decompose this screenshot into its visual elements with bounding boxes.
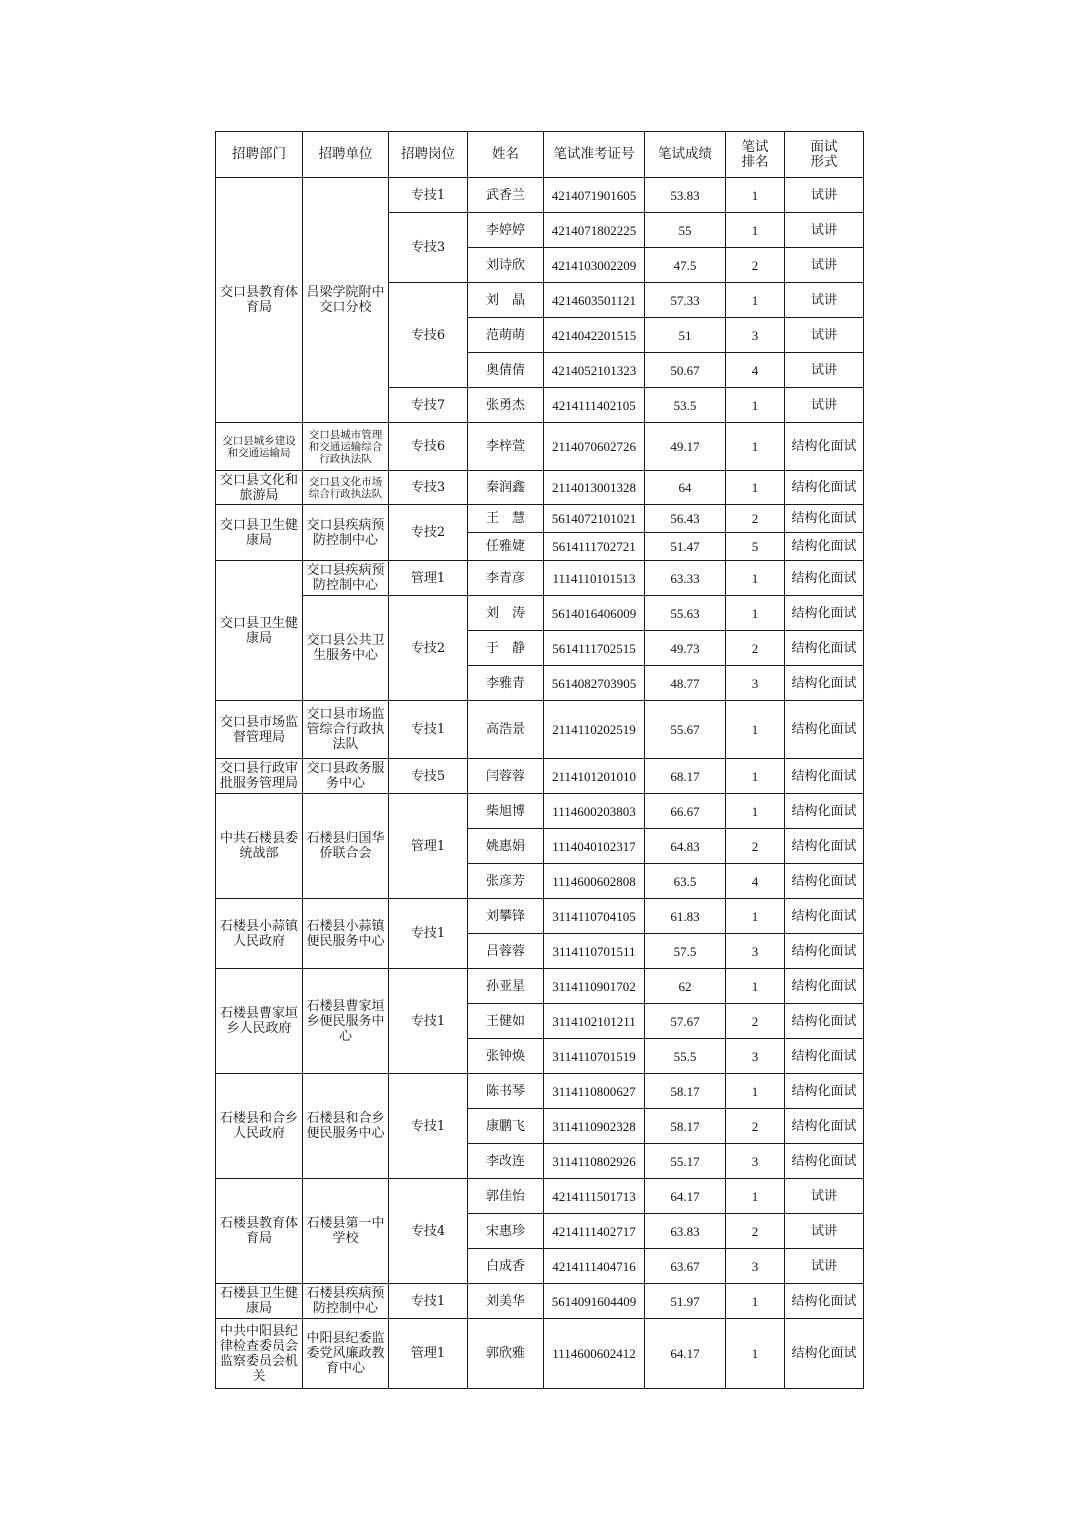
header-exam-no: 笔试准考证号 bbox=[544, 132, 645, 178]
table-row bbox=[216, 969, 864, 1004]
exam-no-cell: 4214111404716 bbox=[544, 1249, 645, 1284]
dept-cell: 交口县教育体 育局 bbox=[216, 178, 303, 423]
results-body bbox=[216, 178, 864, 1389]
rank-cell: 2 bbox=[726, 248, 785, 283]
exam-no-cell: 4214603501121 bbox=[544, 283, 645, 318]
score-cell: 62 bbox=[645, 969, 726, 1004]
unit-cell: 交口县文化市场 综合行政执法队 bbox=[303, 471, 389, 505]
post-cell: 专技1 bbox=[389, 969, 468, 1074]
rank-cell: 1 bbox=[726, 759, 785, 794]
rank-cell: 2 bbox=[726, 505, 785, 533]
score-cell: 58.17 bbox=[645, 1074, 726, 1109]
table-row bbox=[216, 561, 864, 596]
exam-no-cell: 3114110902328 bbox=[544, 1109, 645, 1144]
form-cell: 结构化面试 bbox=[785, 864, 864, 899]
exam-no-cell: 4214111402105 bbox=[544, 388, 645, 423]
name-cell: 奥倩倩 bbox=[468, 353, 544, 388]
unit-cell: 交口县疾病预 防控制中心 bbox=[303, 505, 389, 561]
name-cell: 孙亚星 bbox=[468, 969, 544, 1004]
name-cell: 范萌萌 bbox=[468, 318, 544, 353]
form-cell: 结构化面试 bbox=[785, 423, 864, 471]
rank-cell: 1 bbox=[726, 423, 785, 471]
header-rank: 笔试 排名 bbox=[726, 132, 785, 178]
exam-no-cell: 5614111702515 bbox=[544, 631, 645, 666]
form-cell: 试讲 bbox=[785, 1249, 864, 1284]
score-cell: 63.5 bbox=[645, 864, 726, 899]
name-cell: 王 慧 bbox=[468, 505, 544, 533]
post-cell: 专技1 bbox=[389, 899, 468, 969]
dept-cell: 交口县卫生健 康局 bbox=[216, 561, 303, 701]
unit-cell: 石楼县曹家垣 乡便民服务中 心 bbox=[303, 969, 389, 1074]
score-cell: 63.33 bbox=[645, 561, 726, 596]
form-cell: 结构化面试 bbox=[785, 701, 864, 759]
table-row bbox=[216, 701, 864, 759]
dept-cell: 石楼县卫生健 康局 bbox=[216, 1284, 303, 1319]
score-cell: 51 bbox=[645, 318, 726, 353]
name-cell: 陈书琴 bbox=[468, 1074, 544, 1109]
exam-no-cell: 3114110704105 bbox=[544, 899, 645, 934]
form-cell: 结构化面试 bbox=[785, 934, 864, 969]
exam-no-cell: 3114110901702 bbox=[544, 969, 645, 1004]
post-cell: 专技4 bbox=[389, 1179, 468, 1284]
form-cell: 结构化面试 bbox=[785, 1039, 864, 1074]
dept-cell: 石楼县曹家垣 乡人民政府 bbox=[216, 969, 303, 1074]
score-cell: 55.5 bbox=[645, 1039, 726, 1074]
dept-cell: 交口县文化和 旅游局 bbox=[216, 471, 303, 505]
unit-cell: 石楼县第一中 学校 bbox=[303, 1179, 389, 1284]
form-cell: 试讲 bbox=[785, 283, 864, 318]
score-cell: 68.17 bbox=[645, 759, 726, 794]
exam-no-cell: 4214042201515 bbox=[544, 318, 645, 353]
exam-no-cell: 1114600602808 bbox=[544, 864, 645, 899]
score-cell: 64.17 bbox=[645, 1179, 726, 1214]
exam-no-cell: 2114013001328 bbox=[544, 471, 645, 505]
dept-cell: 交口县市场监 督管理局 bbox=[216, 701, 303, 759]
form-cell: 结构化面试 bbox=[785, 561, 864, 596]
exam-no-cell: 3114110701511 bbox=[544, 934, 645, 969]
header-name: 姓名 bbox=[468, 132, 544, 178]
name-cell: 刘 涛 bbox=[468, 596, 544, 631]
score-cell: 63.83 bbox=[645, 1214, 726, 1249]
table-row bbox=[216, 1179, 864, 1214]
name-cell: 李雅青 bbox=[468, 666, 544, 701]
rank-cell: 2 bbox=[726, 1004, 785, 1039]
form-cell: 结构化面试 bbox=[785, 899, 864, 934]
unit-cell: 石楼县小蒜镇 便民服务中心 bbox=[303, 899, 389, 969]
dept-cell: 交口县城乡建设 和交通运输局 bbox=[216, 423, 303, 471]
table-row bbox=[216, 178, 864, 213]
exam-no-cell: 5614016406009 bbox=[544, 596, 645, 631]
score-cell: 56.43 bbox=[645, 505, 726, 533]
table-row bbox=[216, 899, 864, 934]
unit-cell: 交口县公共卫 生服务中心 bbox=[303, 596, 389, 701]
name-cell: 张钟焕 bbox=[468, 1039, 544, 1074]
score-cell: 61.83 bbox=[645, 899, 726, 934]
rank-cell: 1 bbox=[726, 471, 785, 505]
exam-no-cell: 2114101201010 bbox=[544, 759, 645, 794]
post-cell: 管理1 bbox=[389, 1319, 468, 1389]
exam-no-cell: 3114110802926 bbox=[544, 1144, 645, 1179]
exam-no-cell: 5614091604409 bbox=[544, 1284, 645, 1319]
table-row bbox=[216, 759, 864, 794]
dept-cell: 石楼县小蒜镇 人民政府 bbox=[216, 899, 303, 969]
form-cell: 结构化面试 bbox=[785, 505, 864, 533]
post-cell: 管理1 bbox=[389, 794, 468, 899]
exam-no-cell: 1114600602412 bbox=[544, 1319, 645, 1389]
header-dept: 招聘部门 bbox=[216, 132, 303, 178]
name-cell: 柴旭博 bbox=[468, 794, 544, 829]
name-cell: 王健如 bbox=[468, 1004, 544, 1039]
name-cell: 张勇杰 bbox=[468, 388, 544, 423]
header-unit: 招聘单位 bbox=[303, 132, 389, 178]
form-cell: 结构化面试 bbox=[785, 471, 864, 505]
post-cell: 专技5 bbox=[389, 759, 468, 794]
score-cell: 55.63 bbox=[645, 596, 726, 631]
name-cell: 吕蓉蓉 bbox=[468, 934, 544, 969]
unit-cell: 石楼县和合乡 便民服务中心 bbox=[303, 1074, 389, 1179]
post-cell: 专技2 bbox=[389, 505, 468, 561]
form-cell: 结构化面试 bbox=[785, 1284, 864, 1319]
table-row bbox=[216, 1319, 864, 1389]
unit-cell: 交口县城市管理 和交通运输综合 行政执法队 bbox=[303, 423, 389, 471]
exam-no-cell: 3114110800627 bbox=[544, 1074, 645, 1109]
name-cell: 高浩景 bbox=[468, 701, 544, 759]
post-cell: 专技6 bbox=[389, 423, 468, 471]
table-row bbox=[216, 596, 864, 631]
form-cell: 结构化面试 bbox=[785, 1109, 864, 1144]
unit-cell: 交口县政务服 务中心 bbox=[303, 759, 389, 794]
form-cell: 结构化面试 bbox=[785, 631, 864, 666]
score-cell: 66.67 bbox=[645, 794, 726, 829]
name-cell: 李婷婷 bbox=[468, 213, 544, 248]
rank-cell: 1 bbox=[726, 1284, 785, 1319]
rank-cell: 3 bbox=[726, 318, 785, 353]
form-cell: 试讲 bbox=[785, 178, 864, 213]
table-row bbox=[216, 505, 864, 533]
name-cell: 姚惠娟 bbox=[468, 829, 544, 864]
form-cell: 结构化面试 bbox=[785, 969, 864, 1004]
rank-cell: 2 bbox=[726, 1214, 785, 1249]
dept-cell: 中共中阳县纪 律检查委员会 监察委员会机 关 bbox=[216, 1319, 303, 1389]
form-cell: 结构化面试 bbox=[785, 1074, 864, 1109]
post-cell: 专技1 bbox=[389, 1284, 468, 1319]
rank-cell: 1 bbox=[726, 1319, 785, 1389]
name-cell: 康鹏飞 bbox=[468, 1109, 544, 1144]
exam-no-cell: 4214111402717 bbox=[544, 1214, 645, 1249]
post-cell: 专技1 bbox=[389, 701, 468, 759]
header-form: 面试 形式 bbox=[785, 132, 864, 178]
score-cell: 50.67 bbox=[645, 353, 726, 388]
score-cell: 64.17 bbox=[645, 1319, 726, 1389]
form-cell: 试讲 bbox=[785, 1179, 864, 1214]
unit-cell: 中阳县纪委监 委党风廉政教 育中心 bbox=[303, 1319, 389, 1389]
dept-cell: 交口县行政审 批服务管理局 bbox=[216, 759, 303, 794]
header-post: 招聘岗位 bbox=[389, 132, 468, 178]
name-cell: 秦润鑫 bbox=[468, 471, 544, 505]
form-cell: 结构化面试 bbox=[785, 1319, 864, 1389]
rank-cell: 4 bbox=[726, 353, 785, 388]
exam-no-cell: 1114040102317 bbox=[544, 829, 645, 864]
form-cell: 试讲 bbox=[785, 213, 864, 248]
name-cell: 李改连 bbox=[468, 1144, 544, 1179]
form-cell: 结构化面试 bbox=[785, 829, 864, 864]
form-cell: 结构化面试 bbox=[785, 533, 864, 561]
name-cell: 白成香 bbox=[468, 1249, 544, 1284]
name-cell: 于 静 bbox=[468, 631, 544, 666]
post-cell: 专技6 bbox=[389, 283, 468, 388]
rank-cell: 1 bbox=[726, 283, 785, 318]
post-cell: 专技2 bbox=[389, 596, 468, 701]
score-cell: 53.5 bbox=[645, 388, 726, 423]
dept-cell: 交口县卫生健 康局 bbox=[216, 505, 303, 561]
exam-no-cell: 1114110101513 bbox=[544, 561, 645, 596]
exam-no-cell: 4214071901605 bbox=[544, 178, 645, 213]
table-row bbox=[216, 471, 864, 505]
form-cell: 结构化面试 bbox=[785, 1004, 864, 1039]
rank-cell: 1 bbox=[726, 701, 785, 759]
name-cell: 李青彦 bbox=[468, 561, 544, 596]
exam-no-cell: 5614072101021 bbox=[544, 505, 645, 533]
name-cell: 张彦芳 bbox=[468, 864, 544, 899]
name-cell: 闫蓉蓉 bbox=[468, 759, 544, 794]
table-row bbox=[216, 794, 864, 829]
score-cell: 57.67 bbox=[645, 1004, 726, 1039]
unit-cell: 石楼县疾病预 防控制中心 bbox=[303, 1284, 389, 1319]
rank-cell: 1 bbox=[726, 178, 785, 213]
rank-cell: 1 bbox=[726, 213, 785, 248]
score-cell: 47.5 bbox=[645, 248, 726, 283]
post-cell: 专技1 bbox=[389, 1074, 468, 1179]
exam-no-cell: 4214071802225 bbox=[544, 213, 645, 248]
exam-no-cell: 4214103002209 bbox=[544, 248, 645, 283]
rank-cell: 5 bbox=[726, 533, 785, 561]
rank-cell: 1 bbox=[726, 899, 785, 934]
rank-cell: 1 bbox=[726, 1074, 785, 1109]
rank-cell: 1 bbox=[726, 969, 785, 1004]
rank-cell: 1 bbox=[726, 388, 785, 423]
score-cell: 49.73 bbox=[645, 631, 726, 666]
name-cell: 刘诗欣 bbox=[468, 248, 544, 283]
exam-no-cell: 1114600203803 bbox=[544, 794, 645, 829]
form-cell: 结构化面试 bbox=[785, 666, 864, 701]
form-cell: 结构化面试 bbox=[785, 759, 864, 794]
dept-cell: 中共石楼县委 统战部 bbox=[216, 794, 303, 899]
score-cell: 55.67 bbox=[645, 701, 726, 759]
rank-cell: 3 bbox=[726, 1249, 785, 1284]
name-cell: 刘 晶 bbox=[468, 283, 544, 318]
score-cell: 51.97 bbox=[645, 1284, 726, 1319]
post-cell: 专技1 bbox=[389, 178, 468, 213]
table-row bbox=[216, 1074, 864, 1109]
header-row bbox=[216, 132, 864, 178]
post-cell: 专技7 bbox=[389, 388, 468, 423]
form-cell: 试讲 bbox=[785, 318, 864, 353]
score-cell: 58.17 bbox=[645, 1109, 726, 1144]
results-table bbox=[215, 131, 864, 1389]
rank-cell: 3 bbox=[726, 666, 785, 701]
table-row bbox=[216, 423, 864, 471]
exam-no-cell: 3114110701519 bbox=[544, 1039, 645, 1074]
rank-cell: 4 bbox=[726, 864, 785, 899]
exam-no-cell: 2114110202519 bbox=[544, 701, 645, 759]
rank-cell: 3 bbox=[726, 1039, 785, 1074]
unit-cell: 石楼县归国华 侨联合会 bbox=[303, 794, 389, 899]
score-cell: 53.83 bbox=[645, 178, 726, 213]
form-cell: 结构化面试 bbox=[785, 1144, 864, 1179]
unit-cell: 交口县市场监 管综合行政执 法队 bbox=[303, 701, 389, 759]
exam-no-cell: 4214111501713 bbox=[544, 1179, 645, 1214]
name-cell: 任雅婕 bbox=[468, 533, 544, 561]
rank-cell: 2 bbox=[726, 631, 785, 666]
name-cell: 刘美华 bbox=[468, 1284, 544, 1319]
rank-cell: 3 bbox=[726, 934, 785, 969]
rank-cell: 2 bbox=[726, 829, 785, 864]
score-cell: 55 bbox=[645, 213, 726, 248]
rank-cell: 3 bbox=[726, 1144, 785, 1179]
post-cell: 专技3 bbox=[389, 471, 468, 505]
form-cell: 试讲 bbox=[785, 1214, 864, 1249]
exam-no-cell: 5614082703905 bbox=[544, 666, 645, 701]
name-cell: 武香兰 bbox=[468, 178, 544, 213]
score-cell: 48.77 bbox=[645, 666, 726, 701]
post-cell: 专技3 bbox=[389, 213, 468, 283]
form-cell: 试讲 bbox=[785, 248, 864, 283]
form-cell: 结构化面试 bbox=[785, 596, 864, 631]
exam-no-cell: 2114070602726 bbox=[544, 423, 645, 471]
unit-cell: 吕梁学院附中 交口分校 bbox=[303, 178, 389, 423]
score-cell: 57.5 bbox=[645, 934, 726, 969]
name-cell: 宋惠珍 bbox=[468, 1214, 544, 1249]
rank-cell: 1 bbox=[726, 794, 785, 829]
score-cell: 63.67 bbox=[645, 1249, 726, 1284]
post-cell: 管理1 bbox=[389, 561, 468, 596]
exam-no-cell: 3114102101211 bbox=[544, 1004, 645, 1039]
rank-cell: 1 bbox=[726, 561, 785, 596]
score-cell: 49.17 bbox=[645, 423, 726, 471]
name-cell: 郭佳怡 bbox=[468, 1179, 544, 1214]
score-cell: 57.33 bbox=[645, 283, 726, 318]
score-cell: 64 bbox=[645, 471, 726, 505]
rank-cell: 1 bbox=[726, 596, 785, 631]
rank-cell: 1 bbox=[726, 1179, 785, 1214]
score-cell: 51.47 bbox=[645, 533, 726, 561]
form-cell: 试讲 bbox=[785, 353, 864, 388]
name-cell: 刘攀锋 bbox=[468, 899, 544, 934]
form-cell: 试讲 bbox=[785, 388, 864, 423]
exam-no-cell: 4214052101323 bbox=[544, 353, 645, 388]
form-cell: 结构化面试 bbox=[785, 794, 864, 829]
dept-cell: 石楼县教育体 育局 bbox=[216, 1179, 303, 1284]
score-cell: 55.17 bbox=[645, 1144, 726, 1179]
header-score: 笔试成绩 bbox=[645, 132, 726, 178]
exam-no-cell: 5614111702721 bbox=[544, 533, 645, 561]
name-cell: 李梓萱 bbox=[468, 423, 544, 471]
unit-cell: 交口县疾病预 防控制中心 bbox=[303, 561, 389, 596]
rank-cell: 2 bbox=[726, 1109, 785, 1144]
table-row bbox=[216, 1284, 864, 1319]
dept-cell: 石楼县和合乡 人民政府 bbox=[216, 1074, 303, 1179]
score-cell: 64.83 bbox=[645, 829, 726, 864]
name-cell: 郭欣雅 bbox=[468, 1319, 544, 1389]
